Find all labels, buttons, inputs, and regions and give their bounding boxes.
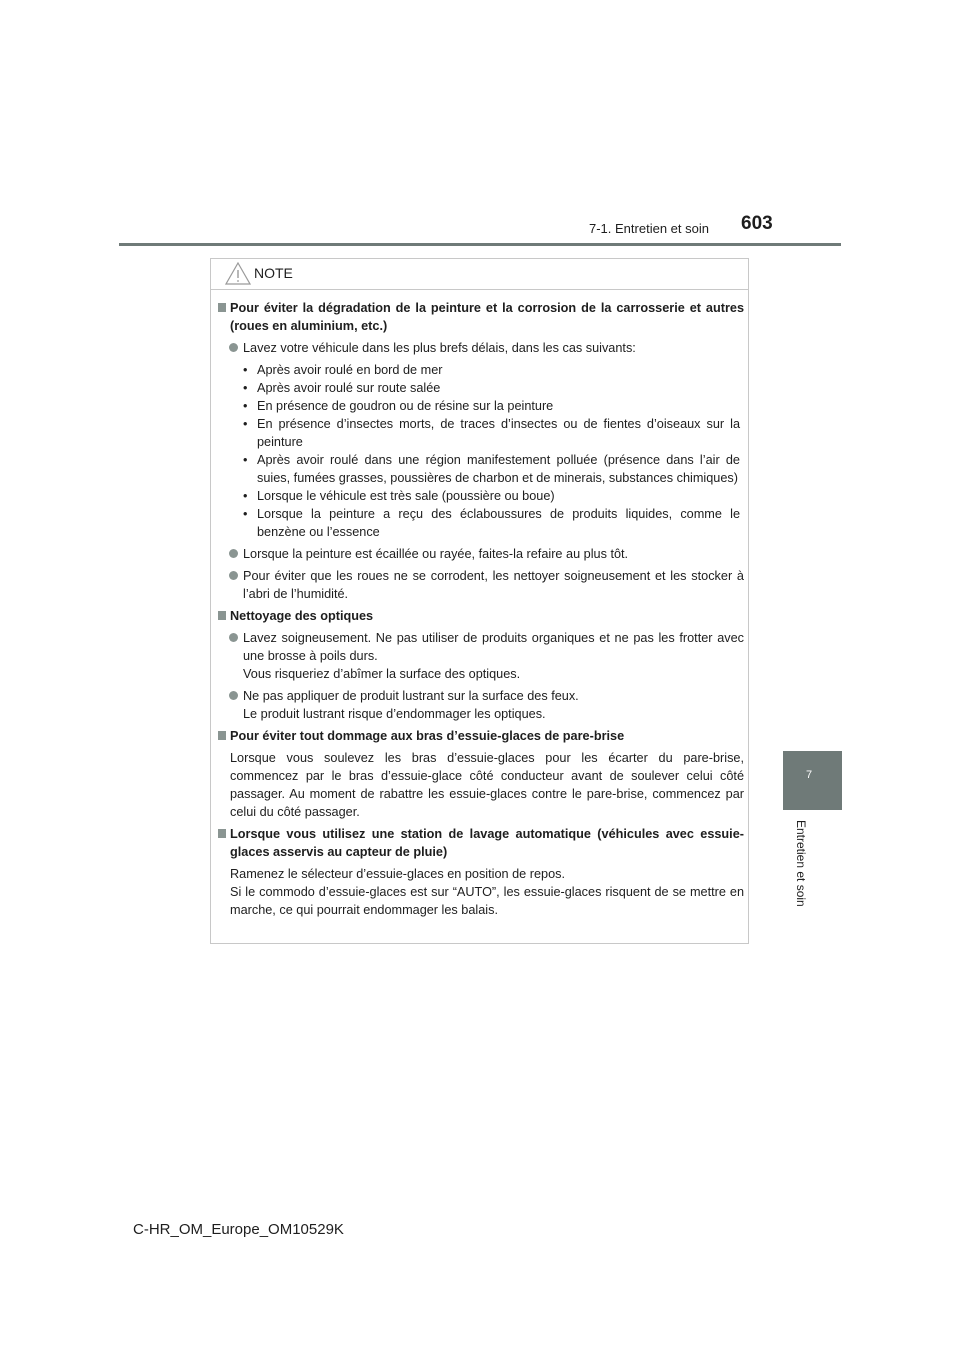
square-bullet-icon [218,611,226,620]
document-id: C-HR_OM_Europe_OM10529K [133,1221,344,1238]
note-header [211,259,748,290]
bullet-chipped-paint: Lorsque la peinture est écaillée ou rayée, faites-la refaire au plus tôt. [216,545,744,563]
bullet-lens-wash: Lavez soigneusement. Ne pas utiliser de produits organiques et ne pas les frotter avec une brosse à poils durs. Vous risqueriez d’abîmer la surface des optiques. [216,629,744,683]
bullet-lens-wax: Ne pas appliquer de produit lustrant sur la surface des feux. Le produit lustrant risque d’endommager les optiques. [216,687,744,723]
list-item: • Après avoir roulé dans une région manifestement polluée (présence dans l’air de suies, fumées grasses, poussières de charbon et de minerais, substances chimiques) [243,453,740,485]
round-bullet-icon [229,571,238,580]
heading-paint-protection: Pour éviter la dégradation de la peinture et la corrosion de la carrosserie et autres (roues en aluminium, etc.) [216,299,744,335]
square-bullet-icon [218,303,226,312]
round-bullet-icon [229,633,238,642]
square-bullet-icon [218,829,226,838]
list-item: • Lorsque la peinture a reçu des éclaboussures de produits liquides, comme le benzène ou l’essence [243,507,740,539]
heading-car-wash: Lorsque vous utilisez une station de lavage automatique (véhicules avec essuie-glaces asservis au capteur de pluie) [216,825,744,861]
chapter-tab[interactable] [783,751,842,810]
square-bullet-icon [218,731,226,740]
list-item: • Après avoir roulé sur route salée [243,381,441,395]
paragraph-car-wash: Ramenez le sélecteur d’essuie-glaces en position de repos. Si le commodo d’essuie-glaces est sur “AUTO”, les essuie-glaces risquent de se mettre en marche, ce qui pourrait endommager les balais. [230,867,744,917]
chapter-side-label: Entretien et soin [794,820,808,907]
note-content [216,299,744,923]
note-box [210,258,749,944]
round-bullet-icon [229,343,238,352]
round-bullet-icon [229,549,238,558]
chapter-number: 7 [806,769,813,781]
list-item: • En présence d’insectes morts, de traces d’insectes ou de fientes d’oiseaux sur la peinture [243,417,740,449]
wash-conditions-list [216,361,744,541]
bullet-wash-conditions: Lavez votre véhicule dans les plus brefs délais, dans les cas suivants: [216,339,744,357]
list-item: • Lorsque le véhicule est très sale (poussière ou boue) [243,489,555,503]
warning-triangle-icon [225,262,251,285]
section-title: 7-1. Entretien et soin [589,221,709,236]
bullet-wheel-corrosion: Pour éviter que les roues ne se corrodent, les nettoyer soigneusement et les stocker à l’abri de l’humidité. [216,567,744,603]
list-item: • Après avoir roulé en bord de mer [243,363,443,377]
heading-lens-cleaning: Nettoyage des optiques [216,607,744,625]
paragraph-wiper-arms: Lorsque vous soulevez les bras d’essuie-glaces pour les écarter du pare-brise, commencez par le bras d’essuie-glace côté conducteur avant de soulever celui côté passager. Au moment de rabattre les essuie-glaces contre le pare-brise, commencez par celui du côté passager. [230,751,744,819]
round-bullet-icon [229,691,238,700]
heading-wiper-arms: Pour éviter tout dommage aux bras d’essuie-glaces de pare-brise [216,727,744,745]
page-number: 603 [741,213,773,234]
list-item: • En présence de goudron ou de résine sur la peinture [243,399,554,413]
note-label: NOTE [254,265,293,281]
header-rule [119,243,841,246]
